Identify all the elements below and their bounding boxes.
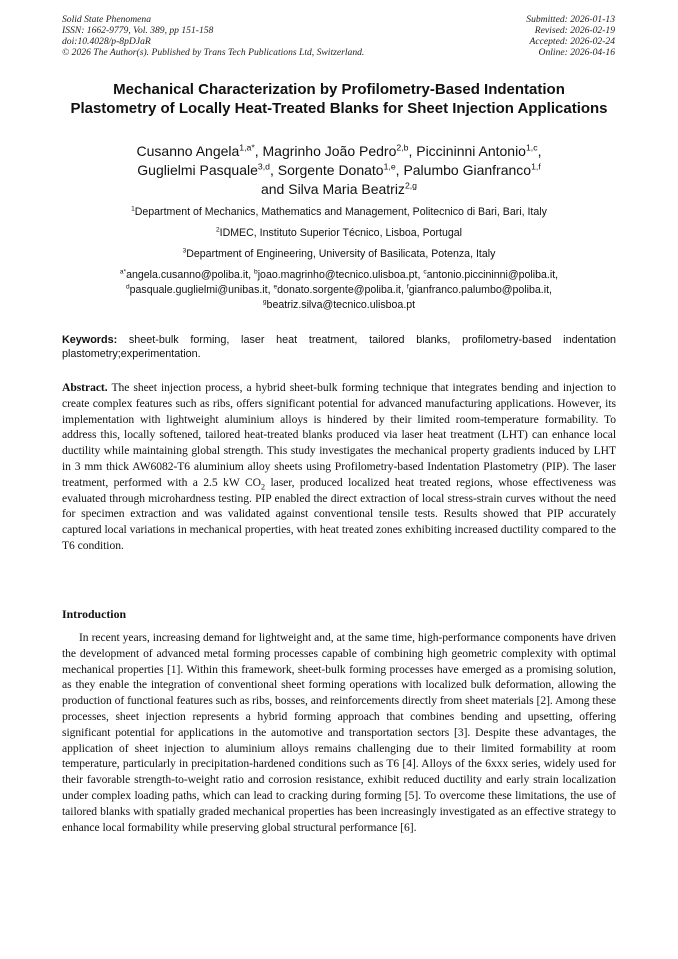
journal-info	[62, 14, 364, 58]
author-affiliation-mark: 1,c	[525, 142, 538, 153]
introduction-paragraph: In recent years, increasing demand for lightweight and, at the same time, high-performance components have driven the development of advanced metal forming processes capable of combining high geometric complexity with optimal mechanical properties [1]. Within this framework, sheet-bulk forming processes have emerged as a promising solution, as they enable the integration of conventional sheet forming operations with localized bulk deformation, allowing the production of functional features such as ribs, bosses, and reinforcements directly from sheet materials [2]. Among these processes, sheet injection represents a hybrid forming approach that combines bending and upsetting, offering significant potential for applications in the automotive and transportation sectors [3]. Despite these advantages, the application of sheet injection to aluminium alloys remains challenging due to their limited formability at room temperature, particularly in precipitation-hardened conditions such as T6 [4]. Alloys of the 6xxx series, widely used for their favorable strength-to-weight ratio and corrosion resistance, exhibit reduced ductility and early strain localization under complex loading paths, which can lead to cracking during forming [5]. To overcome these limitations, the use of tailored blanks with spatially graded mechanical properties has been increasingly investigated as an effective strategy to enhance local formability while preserving global structural performance [6].	[62, 631, 616, 834]
email-entry	[407, 284, 552, 296]
author	[416, 143, 541, 159]
email-address[interactable]: pasquale.guglielmi@unibas.it	[129, 284, 268, 296]
author	[261, 181, 417, 197]
affiliation-1	[62, 206, 616, 219]
email-address[interactable]: joao.magrinho@tecnico.ulisboa.pt	[257, 269, 418, 281]
email-separator: ,	[417, 269, 424, 281]
paper-title: Mechanical Characterization by Profilometry-Based Indentation Plastometry of Locally Heat-Treated Blanks for Sheet Injection Applications	[70, 81, 608, 117]
email-mark: b	[254, 268, 258, 276]
author-affiliation-mark: 1,f	[531, 161, 541, 172]
keywords	[62, 333, 616, 361]
email-mark: c	[423, 268, 427, 276]
author-separator: ,	[395, 162, 404, 178]
abstract-label: Abstract.	[62, 381, 108, 394]
author	[403, 162, 540, 178]
email-entry	[120, 269, 254, 281]
introduction-heading: Introduction	[62, 607, 127, 621]
author-name: and Silva Maria Beatriz	[260, 181, 405, 197]
email-address[interactable]: antonio.piccininni@poliba.it	[426, 269, 556, 281]
affiliation-1-text: Department of Mechanics, Mathematics and Management, Politecnico di Bari, Bari, Italy	[134, 206, 547, 218]
author-affiliation-mark: 3,d	[257, 161, 270, 172]
author-affiliation-mark: 2,g	[404, 180, 417, 191]
email-mark: g	[262, 298, 267, 306]
author-name: Sorgente Donato	[277, 162, 384, 178]
email-address[interactable]: donato.sorgente@poliba.it	[277, 284, 401, 296]
keywords-text: sheet-bulk forming, laser heat treatment, tailored blanks, profilometry-based indentation plastometry;experimentation.	[62, 334, 616, 360]
email-separator: ,	[401, 284, 407, 296]
email-separator: ,	[267, 284, 274, 296]
affiliation-3	[62, 248, 616, 261]
email-separator: ,	[549, 284, 552, 296]
email-address[interactable]: gianfranco.palumbo@poliba.it	[408, 284, 550, 296]
affiliation-2	[62, 227, 616, 240]
affiliation-2-number: 2	[215, 226, 220, 234]
date-online: Online: 2026-04-16	[538, 47, 615, 58]
abstract-text-1: The sheet injection process, a hybrid sheet-bulk forming technique that integrates bending and injection to create complex features such as ribs, offers significant potential for advanced manufacturing applications. However, its implementation with lightweight aluminium alloys is hindered by their limited room-temperature formability. To address this, locally softened, tailored heat-treated blanks produced via laser heat treatment (LHT) can enhance local ductility while maintaining global strength. This study investigates the mechanical property gradients induced by LHT in 3 mm thick AW6082-T6 aluminium alloy sheets using Profilometry-based Indentation Plastometry (PIP). The laser treatment, performed with a 2.5 kW CO	[62, 381, 616, 489]
date-accepted: Accepted: 2026-02-24	[529, 36, 615, 47]
journal-doi[interactable]: doi:10.4028/p-8pDJaR	[62, 36, 151, 47]
email-mark: f	[406, 283, 409, 291]
email-mark: e	[273, 283, 278, 291]
affiliation-3-number: 3	[182, 247, 187, 255]
email-entry	[274, 284, 407, 296]
abstract-text-2: laser, produced localized heat treated regions, whose effectiveness was evaluated through microhardness testing. PIP enabled the direct extraction of local stress-strain curves without the need for specimen extraction and was validated against conventional tensile tests. Results showed that PIP accurately captured local variations in mechanical properties, with heat treated zones exhibiting increased ductility compared to the T6 condition.	[62, 475, 616, 552]
affiliation-1-number: 1	[131, 205, 135, 213]
date-submitted: Submitted: 2026-01-13	[526, 14, 615, 25]
author	[137, 143, 263, 159]
author-emails	[62, 268, 616, 313]
author	[263, 143, 417, 159]
email-separator: ,	[248, 269, 255, 281]
author-name: Magrinho João Pedro	[262, 143, 397, 159]
date-revised: Revised: 2026-02-19	[534, 25, 615, 36]
author-list	[70, 142, 608, 199]
author-name: Palumbo Gianfranco	[403, 162, 532, 178]
email-entry	[423, 269, 558, 281]
email-entry	[263, 299, 415, 311]
author-affiliation-mark: 2,b	[396, 142, 409, 153]
email-mark: a*	[119, 268, 127, 276]
abstract	[62, 380, 616, 554]
journal-issn: ISSN: 1662-9779, Vol. 389, pp 151-158	[62, 25, 214, 36]
email-mark: d	[125, 283, 130, 291]
abstract-co2-subscript: 2	[260, 482, 265, 492]
publication-dates	[526, 14, 615, 58]
author-name: Guglielmi Pasquale	[137, 162, 258, 178]
keywords-label: Keywords:	[62, 334, 118, 346]
author-affiliation-mark: 1,e	[383, 161, 396, 172]
email-separator: ,	[555, 269, 559, 281]
email-entry	[126, 284, 274, 296]
email-address[interactable]: angela.cusanno@poliba.it	[126, 269, 249, 281]
author	[137, 162, 277, 178]
author-name: Piccininni Antonio	[416, 143, 526, 159]
author-affiliation-mark: 1,a*	[239, 142, 255, 153]
author-separator: ,	[254, 143, 263, 159]
journal-copyright: © 2026 The Author(s). Published by Trans Tech Publications Ltd, Switzerland.	[62, 47, 365, 58]
journal-name: Solid State Phenomena	[62, 14, 151, 25]
affiliation-3-text: Department of Engineering, University of Basilicata, Potenza, Italy	[186, 248, 496, 260]
author-separator: ,	[537, 143, 542, 159]
author-separator: ,	[269, 162, 278, 178]
author	[278, 162, 404, 178]
author-name: Cusanno Angela	[136, 143, 240, 159]
email-entry	[254, 269, 423, 281]
author-separator: ,	[408, 143, 417, 159]
affiliation-2-text: IDMEC, Instituto Superior Técnico, Lisboa, Portugal	[219, 227, 463, 239]
email-address[interactable]: beatriz.silva@tecnico.ulisboa.pt	[266, 299, 416, 311]
